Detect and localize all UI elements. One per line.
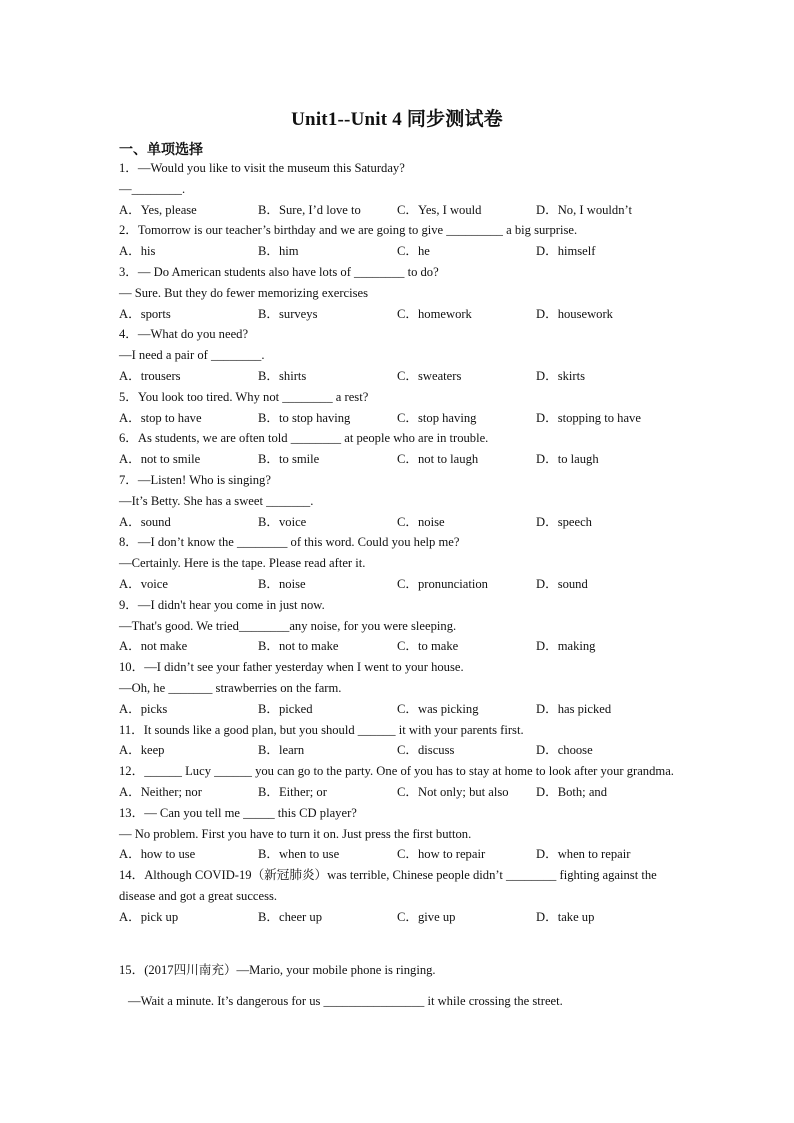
option-d: D．No, I wouldn’t [536, 202, 632, 217]
question-stem: 11．It sounds like a good plan, but you should ______ it with your parents first. [119, 722, 524, 737]
question-stem: 14．Although COVID-19（新冠肺炎）was terrible, Chinese people didn’t ________ fighting against the disease and got a great success. [119, 868, 657, 903]
option-c: C．sweaters [397, 368, 462, 383]
option-d: D．skirts [536, 368, 585, 383]
question-6 [119, 428, 679, 470]
answer-options [119, 408, 679, 429]
question-response: —That's good. We tried________any noise, for you were sleeping. [119, 618, 457, 633]
answer-options [119, 740, 679, 761]
option-a: A．stop to have [119, 410, 202, 425]
option-c: C．was picking [397, 701, 479, 716]
section-heading: 一、单项选择 [119, 143, 203, 158]
option-c: C．discuss [397, 743, 455, 758]
question-response: —________. [119, 181, 186, 196]
option-a: A．Neither; nor [119, 784, 202, 799]
option-d: D．has picked [536, 701, 612, 716]
question-15-response: —Wait a minute. It’s dangerous for us ________________ it while crossing the street. [128, 993, 563, 1008]
option-d: D．choose [536, 743, 593, 758]
option-d: D．speech [536, 514, 592, 529]
option-b: B．noise [258, 576, 306, 591]
option-c: C．he [397, 244, 430, 259]
option-b: B．learn [258, 743, 305, 758]
option-d: D．when to repair [536, 847, 631, 862]
question-1 [119, 158, 679, 220]
option-a: A．Yes, please [119, 202, 197, 217]
option-b: B．Either; or [258, 784, 327, 799]
question-response: —Certainly. Here is the tape. Please read after it. [119, 556, 366, 571]
question-15 [119, 960, 679, 1012]
question-stem: 13．— Can you tell me _____ this CD player? [119, 805, 357, 820]
question-8 [119, 532, 679, 594]
answer-options [119, 574, 679, 595]
answer-options [119, 636, 679, 657]
option-a: A．voice [119, 576, 168, 591]
option-c: C．noise [397, 514, 445, 529]
question-4 [119, 324, 679, 386]
option-b: B．to stop having [258, 410, 351, 425]
option-b: B．him [258, 244, 299, 259]
option-a: A．his [119, 244, 156, 259]
option-b: B．when to use [258, 847, 340, 862]
question-response: — Sure. But they do fewer memorizing exercises [119, 285, 369, 300]
option-c: C．not to laugh [397, 452, 479, 467]
question-stem: 8．—I don’t know the ________ of this word. Could you help me? [119, 535, 460, 550]
question-stem: 6．As students, we are often told ________ at people who are in trouble. [119, 431, 489, 446]
option-c: C．give up [397, 909, 456, 924]
answer-options [119, 844, 679, 865]
option-d: D．making [536, 639, 596, 654]
option-a: A．sound [119, 514, 171, 529]
option-a: A．how to use [119, 847, 196, 862]
option-d: D．housework [536, 306, 613, 321]
question-list [119, 158, 679, 927]
answer-options [119, 512, 679, 533]
option-d: D．himself [536, 244, 596, 259]
question-9 [119, 595, 679, 657]
question-stem: 10．—I didn’t see your father yesterday when I went to your house. [119, 660, 464, 675]
option-c: C．homework [397, 306, 472, 321]
option-b: B．cheer up [258, 909, 322, 924]
question-stem: 12．______ Lucy ______ you can go to the party. One of you has to stay at home to look after your grandma. [119, 764, 674, 779]
page-title: Unit1--Unit 4 同步测试卷 [291, 109, 503, 130]
answer-options [119, 241, 679, 262]
option-b: B．to smile [258, 452, 320, 467]
answer-options [119, 907, 679, 928]
option-b: B．surveys [258, 306, 318, 321]
answer-options [119, 449, 679, 470]
option-a: A．trousers [119, 368, 181, 383]
answer-options [119, 782, 679, 803]
option-c: C．how to repair [397, 847, 486, 862]
option-d: D．Both; and [536, 784, 608, 799]
question-10 [119, 657, 679, 719]
question-15-stem: 15．(2017四川南充）—Mario, your mobile phone is ringing. [119, 963, 436, 977]
option-a: A．not to smile [119, 452, 201, 467]
question-7 [119, 470, 679, 532]
question-stem: 2．Tomorrow is our teacher’s birthday and we are going to give _________ a big surprise. [119, 223, 578, 238]
question-response: —I need a pair of ________. [119, 348, 265, 363]
question-12 [119, 761, 679, 803]
question-stem: 1．—Would you like to visit the museum this Saturday? [119, 161, 405, 175]
option-c: C．Not only; but also [397, 784, 509, 799]
question-response: —It’s Betty. She has a sweet _______. [119, 493, 314, 508]
option-d: D．take up [536, 909, 595, 924]
question-11 [119, 720, 679, 762]
option-a: A．keep [119, 743, 165, 758]
option-b: B．Sure, I’d love to [258, 202, 361, 217]
option-d: D．sound [536, 576, 588, 591]
option-b: B．not to make [258, 639, 339, 654]
option-a: A．sports [119, 306, 171, 321]
answer-options [119, 304, 679, 325]
question-response: — No problem. First you have to turn it on. Just press the first button. [119, 826, 472, 841]
answer-options [119, 200, 679, 221]
question-response: —Oh, he _______ strawberries on the farm. [119, 680, 342, 695]
option-b: B．voice [258, 514, 307, 529]
question-14 [119, 865, 679, 927]
option-a: A．picks [119, 701, 168, 716]
question-3 [119, 262, 679, 324]
option-b: B．shirts [258, 368, 307, 383]
option-b: B．picked [258, 701, 313, 716]
option-d: D．to laugh [536, 452, 599, 467]
option-c: C．Yes, I would [397, 202, 482, 217]
answer-options [119, 366, 679, 387]
option-a: A．not make [119, 639, 188, 654]
question-5 [119, 387, 679, 429]
option-d: D．stopping to have [536, 410, 641, 425]
question-stem: 5．You look too tired. Why not ________ a rest? [119, 389, 369, 404]
answer-options [119, 699, 679, 720]
question-stem: 3．— Do American students also have lots of ________ to do? [119, 264, 439, 279]
question-13 [119, 803, 679, 865]
question-stem: 9．—I didn't hear you come in just now. [119, 597, 325, 612]
question-2 [119, 220, 679, 262]
option-a: A．pick up [119, 909, 179, 924]
question-stem: 7．—Listen! Who is singing? [119, 472, 271, 487]
question-stem: 4．—What do you need? [119, 327, 249, 342]
option-c: C．to make [397, 639, 459, 654]
option-c: C．stop having [397, 410, 477, 425]
option-c: C．pronunciation [397, 576, 488, 591]
